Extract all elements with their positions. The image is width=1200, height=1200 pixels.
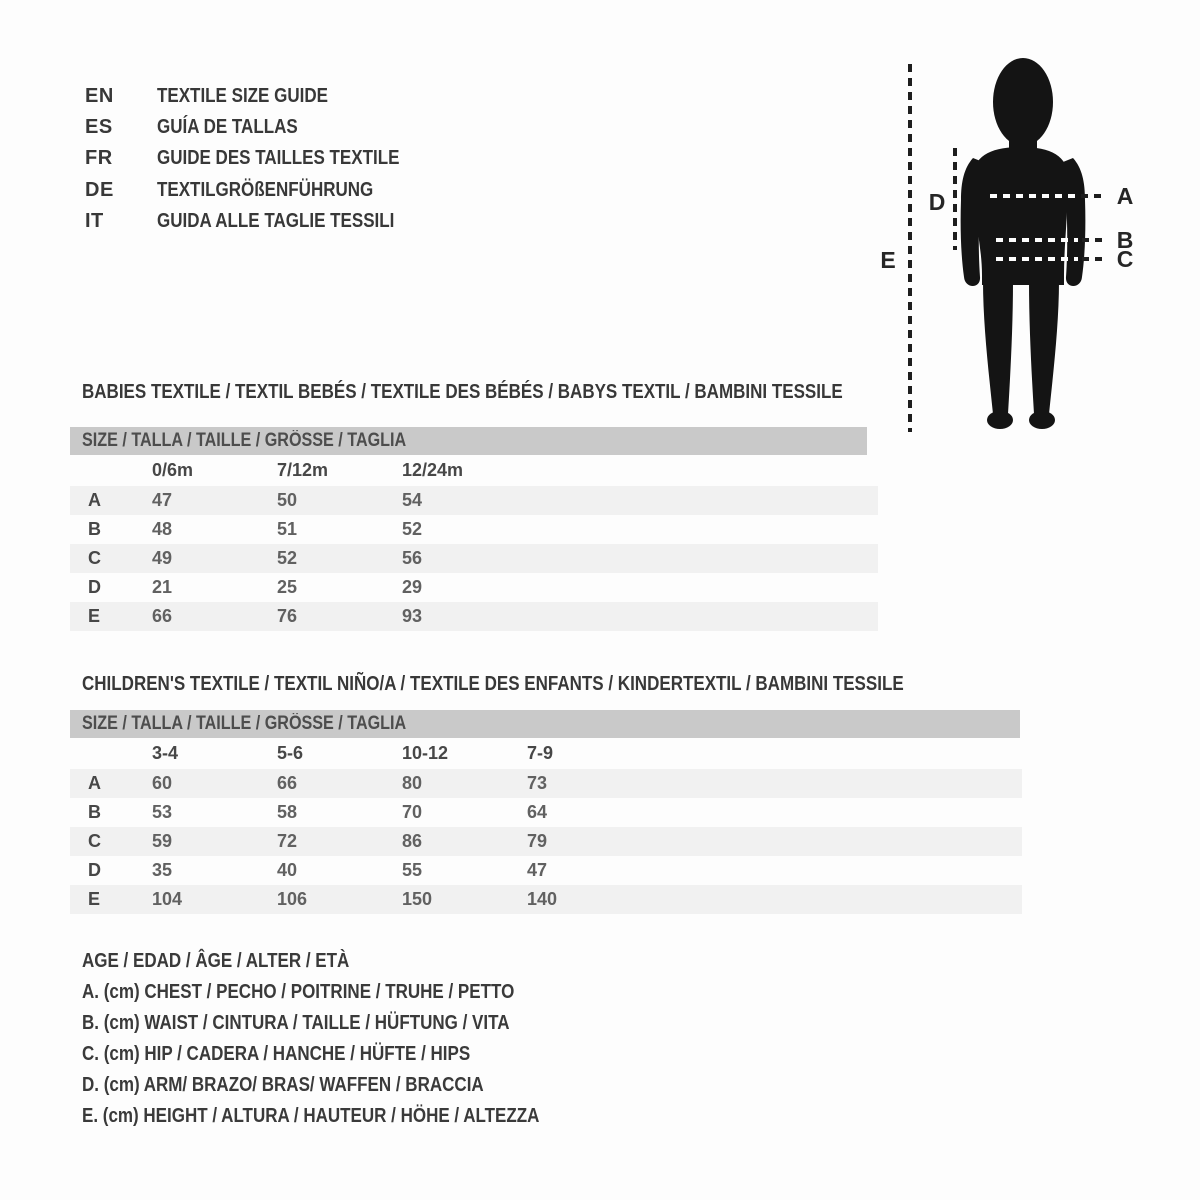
cell: 40 xyxy=(277,860,298,880)
label-height-e: E xyxy=(880,247,896,273)
lang-title: GUIDA ALLE TAGLIE TESSILI xyxy=(157,209,395,232)
row-label: C xyxy=(88,831,101,851)
cell: 47 xyxy=(152,490,173,510)
cell: 72 xyxy=(277,831,298,851)
column-header: 7/12m xyxy=(277,460,329,480)
cell: 106 xyxy=(277,889,308,909)
lang-row-it xyxy=(85,206,442,237)
cell: 104 xyxy=(152,889,183,909)
cell: 93 xyxy=(402,606,423,626)
column-header: 3-4 xyxy=(152,743,179,763)
column-header: 10-12 xyxy=(402,743,449,763)
row-label: E xyxy=(88,606,101,626)
cell: 66 xyxy=(277,773,298,793)
table-row xyxy=(70,769,1022,798)
table-row xyxy=(70,602,878,631)
cell: 21 xyxy=(152,577,173,597)
children-size-table xyxy=(70,710,1022,914)
cell: 66 xyxy=(152,606,173,626)
row-label: E xyxy=(88,889,101,909)
legend-age: AGE / EDAD / ÂGE / ALTER / ETÀ xyxy=(82,950,350,972)
legend-height: E. (cm) HEIGHT / ALTURA / HAUTEUR / HÖHE / ALTEZZA xyxy=(82,1105,540,1127)
cell: 48 xyxy=(152,519,173,539)
row-label: D xyxy=(88,577,101,597)
table-row xyxy=(70,486,878,515)
cell: 54 xyxy=(402,490,423,510)
cell: 47 xyxy=(527,860,548,880)
legend-chest: A. (cm) CHEST / PECHO / POITRINE / TRUHE / PETTO xyxy=(82,981,515,1003)
cell: 52 xyxy=(402,519,423,539)
cell: 76 xyxy=(277,606,298,626)
cell: 64 xyxy=(527,802,548,822)
cell: 86 xyxy=(402,831,423,851)
lang-row-fr xyxy=(85,143,442,174)
table-row xyxy=(70,885,1022,914)
cell: 29 xyxy=(402,577,423,597)
cell: 49 xyxy=(152,548,173,568)
column-header-row xyxy=(70,738,1022,769)
cell: 79 xyxy=(527,831,548,851)
language-title-list xyxy=(85,81,442,237)
row-label: C xyxy=(88,548,101,568)
column-header-row xyxy=(70,455,878,486)
lang-code: EN xyxy=(85,85,114,108)
cell: 140 xyxy=(527,889,558,909)
lang-row-de xyxy=(85,175,442,206)
table-row xyxy=(70,515,878,544)
cell: 59 xyxy=(152,831,173,851)
cell: 51 xyxy=(277,519,298,539)
cell: 50 xyxy=(277,490,298,510)
lang-code: ES xyxy=(85,116,113,139)
lang-row-es xyxy=(85,112,442,143)
legend-hip: C. (cm) HIP / CADERA / HANCHE / HÜFTE / HIPS xyxy=(82,1043,471,1065)
column-header: 0/6m xyxy=(152,460,194,480)
column-header: 5-6 xyxy=(277,743,304,763)
label-waist-b: B xyxy=(1116,227,1134,253)
row-label: B xyxy=(88,519,101,539)
cell: 56 xyxy=(402,548,423,568)
lang-title: GUIDE DES TAILLES TEXTILE xyxy=(157,147,400,170)
cell: 80 xyxy=(402,773,423,793)
babies-section-title: BABIES TEXTILE / TEXTIL BEBÉS / TEXTILE DES BÉBÉS / BABYS TEXTIL / BAMBINI TESSILE xyxy=(82,381,843,403)
cell: 55 xyxy=(402,860,423,880)
measurement-legend xyxy=(82,946,620,1132)
cell: 60 xyxy=(152,773,173,793)
table-row xyxy=(70,798,1022,827)
children-section-title: CHILDREN'S TEXTILE / TEXTIL NIÑO/A / TEXTILE DES ENFANTS / KINDERTEXTIL / BAMBINI TESSILE xyxy=(82,673,904,695)
table-row xyxy=(70,573,878,602)
legend-waist: B. (cm) WAIST / CINTURA / TAILLE / HÜFTUNG / VITA xyxy=(82,1012,510,1034)
cell: 150 xyxy=(402,889,433,909)
lang-code: IT xyxy=(85,209,104,232)
row-label: A xyxy=(88,773,101,793)
child-silhouette xyxy=(961,58,1086,429)
legend-arm: D. (cm) ARM/ BRAZO/ BRAS/ WAFFEN / BRACCIA xyxy=(82,1074,484,1096)
lang-title: TEXTILE SIZE GUIDE xyxy=(157,85,328,108)
babies-size-table xyxy=(70,427,878,631)
cell: 35 xyxy=(152,860,173,880)
label-hip-c: C xyxy=(1116,246,1134,272)
cell: 25 xyxy=(277,577,298,597)
size-header-bar: SIZE / TALLA / TAILLE / GRÖSSE / TAGLIA xyxy=(70,710,1020,738)
row-label: A xyxy=(88,490,101,510)
column-header: 12/24m xyxy=(402,460,464,480)
cell: 52 xyxy=(277,548,298,568)
cell: 53 xyxy=(152,802,173,822)
lang-code: FR xyxy=(85,147,113,170)
lang-row-en xyxy=(85,81,442,112)
lang-code: DE xyxy=(85,178,114,201)
table-row xyxy=(70,827,1022,856)
cell: 58 xyxy=(277,802,298,822)
table-row xyxy=(70,856,1022,885)
label-chest-a: A xyxy=(1116,183,1134,209)
cell: 73 xyxy=(527,773,548,793)
label-arm-d: D xyxy=(928,189,946,215)
size-header-bar: SIZE / TALLA / TAILLE / GRÖSSE / TAGLIA xyxy=(70,427,867,455)
column-header: 7-9 xyxy=(527,743,554,763)
table-row xyxy=(70,544,878,573)
row-label: B xyxy=(88,802,101,822)
row-label: D xyxy=(88,860,101,880)
lang-title: TEXTILGRÖßENFÜHRUNG xyxy=(157,178,374,201)
lang-title: GUÍA DE TALLAS xyxy=(157,116,298,139)
cell: 70 xyxy=(402,802,423,822)
